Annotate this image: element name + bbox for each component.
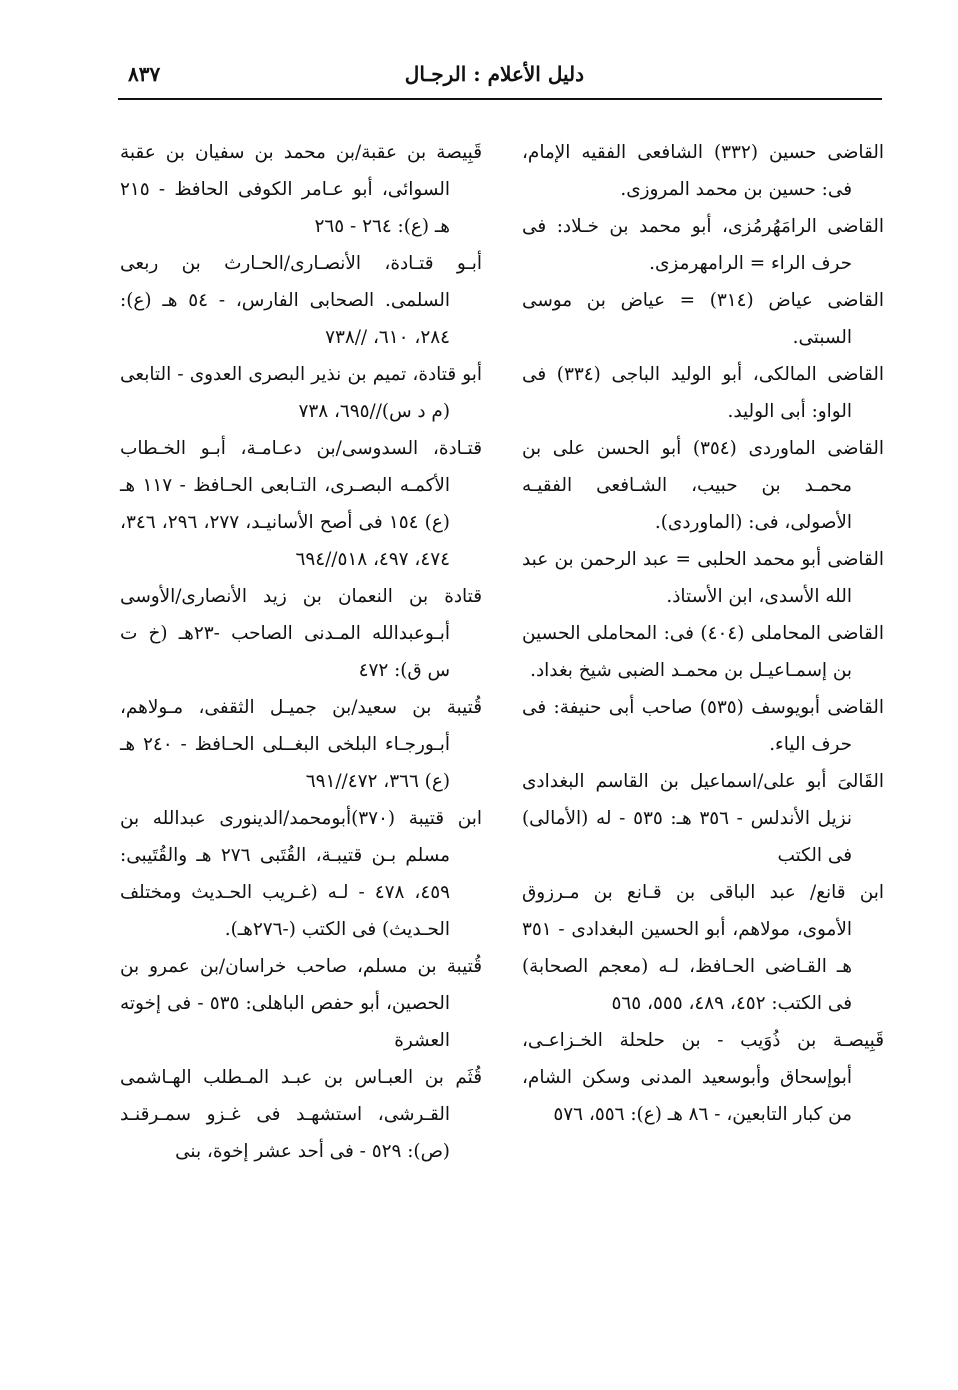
- left-column: [120, 134, 482, 1170]
- index-entry: أبـو قتـادة، الأنصـارى/الحـارث بن ربعى السلمى. الصحابى الفارس، - ٥٤ هـ (ع): ٢٨٤، ٦١٠، //٧٣٨: [120, 253, 482, 348]
- index-entry: القَالىَ أبو على/اسماعيل بن القاسم البغدادى نزيل الأندلس - ٣٥٦ هـ: ٥٣٥ - له (الأمالى) فى الكتب: [522, 771, 884, 866]
- index-entry: القاضى أبويوسف (٥٣٥) صاحب أبى حنيفة: فى حرف الياء.: [522, 697, 884, 755]
- index-entry: القاضى أبو محمد الحلبى = عبد الرحمن بن عبد الله الأسدى، ابن الأستاذ.: [522, 549, 884, 607]
- index-entry: قتادة بن النعمان بن زيد الأنصارى/الأوسى أبـوعبدالله المـدنى الصاحب -٢٣هـ (خ ت س ق): ٤٧٢: [120, 586, 482, 681]
- index-entry: القاضى عياض (٣١٤) = عياض بن موسى السبتى.: [522, 290, 884, 348]
- right-column: [522, 134, 884, 1133]
- index-entry: قُتيبة بن سعيد/بن جميـل الثقفى، مـولاهم، أبـورجـاء البلخى البغــلى الحـافظ - ٢٤٠ هـ (ع) ٣٦٦، ٤٧٢//٦٩١: [120, 697, 482, 792]
- index-entry: ابن قتيبة (٣٧٠)أبومحمد/الدينورى عبدالله بن مسلم بـن قتيبـة، القُتَبى ٢٧٦ هـ والقُتَيبى: ٤٥٩، ٤٧٨ - لـه (غـريب الحـديث ومختلف الحـديث) فى الكتب (-٢٧٦هـ).: [120, 808, 482, 940]
- index-entry: قُثَم بن العبـاس بن عبـد المـطلب الهـاشمى القـرشى، استشهـد فى غـزو سمـرقنـد (ص): ٥٢٩ - فى أحد عشر إخوة، بنى: [120, 1067, 482, 1162]
- index-entry: قَبِيصـة بن ذُوَيب - بن حلحلة الخـزاعـى، أبوإسحاق وأبوسعيد المدنى وسكن الشام، من كبار التابعين، - ٨٦ هـ (ع): ٥٥٦، ٥٧٦: [522, 1030, 884, 1125]
- index-entry: القاضى المحاملى (٤٠٤) فى: المحاملى الحسين بن إسمـاعيـل بن محمـد الضبى شيخ بغداد.: [522, 623, 884, 681]
- index-entry: قتـادة، السدوسى/بن دعـامـة، أبـو الخـطاب الأكمـه البصـرى، التـابعى الحـافظ - ١١٧ هـ (ع) ١٥٤ فى أصح الأسانيـد، ٢٧٧، ٢٩٦، ٣٤٦، ٤٧٤، ٤٩٧، ٥١٨//٦٩٤: [120, 438, 482, 570]
- index-entry: القاضى الرامَهُرمُزى، أبو محمد بن خـلاد: فى حرف الراء = الرامهرمزى.: [522, 216, 884, 274]
- index-entry: القاضى حسين (٣٣٢) الشافعى الفقيه الإمام، فى: حسين بن محمد المروزى.: [522, 142, 884, 200]
- index-entry: ابن قانع/ عبد الباقى بن قـانع بن مـرزوق الأموى، مولاهم، أبو الحسين البغدادى - ٣٥١ هـ القـاضى الحـافظ، لـه (معجم الصحابة) فى الكتب: ٤٥٢، ٤٨٩، ٥٥٥، ٥٦٥: [522, 882, 884, 1014]
- index-entry: القاضى الماوردى (٣٥٤) أبو الحسن على بن محمـد بن حبيب، الشـافعى الفقيـه الأصولى، فى: (الماوردى).: [522, 438, 884, 533]
- index-entry: قُتيبة بن مسلم، صاحب خراسان/بن عمرو بن الحصين، أبو حفص الباهلى: ٥٣٥ - فى إخوته العشرة: [120, 956, 482, 1051]
- running-header: [118, 56, 882, 96]
- page-number: ٨٣٧: [128, 62, 161, 86]
- index-entry: قَبِيصة بن عقبة/بن محمد بن سفيان بن عقبة السوائى، أبو عـامر الكوفى الحافظ - ٢١٥ هـ (ع): ٢٦٤ - ٢٦٥: [120, 142, 482, 237]
- index-entry: أبو قتادة، تميم بن نذير البصرى العدوى - التابعى (م د س)//٦٩٥، ٧٣٨: [120, 364, 482, 422]
- index-entry: القاضى المالكى، أبو الوليد الباجى (٣٣٤) فى الواو: أبى الوليد.: [522, 364, 884, 422]
- header-rule: [118, 98, 882, 100]
- running-title: دليل الأعلام : الرجـال: [404, 62, 584, 86]
